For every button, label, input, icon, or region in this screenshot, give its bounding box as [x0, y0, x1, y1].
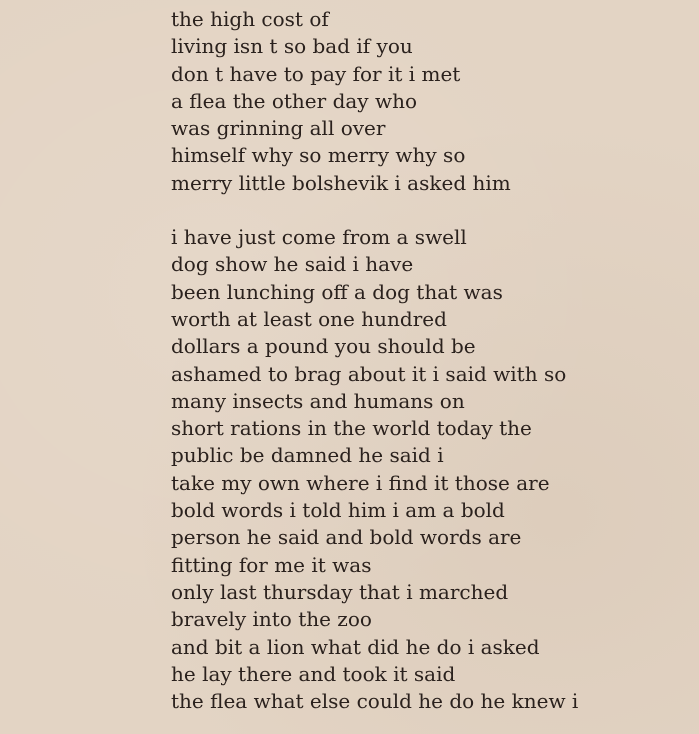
poem-line: don t have to pay for it i met	[171, 61, 461, 86]
stanza-1	[171, 6, 578, 197]
poem-line: dollars a pound you should be	[171, 334, 476, 359]
poem-line: the high cost of	[171, 7, 329, 31]
poem-line: public be damned he said i	[171, 443, 444, 468]
poem-line: only last thursday that i marched	[171, 579, 509, 604]
poem-line: take my own where i find it those are	[171, 470, 550, 495]
poem-line: i have just come from a swell	[171, 225, 467, 250]
poem-line: worth at least one hundred	[171, 306, 447, 331]
poem-line: himself why so merry why so	[171, 143, 466, 168]
poem-line: bravely into the zoo	[171, 607, 372, 632]
poem-line: many insects and humans on	[171, 388, 465, 413]
poem-line: ashamed to brag about it i said with so	[171, 361, 567, 386]
poem-line: the flea what else could he do he knew i	[171, 689, 579, 714]
poem-line: fitting for me it was	[171, 552, 372, 577]
poem-line: and bit a lion what did he do i asked	[171, 634, 540, 659]
poem-line: short rations in the world today the	[171, 416, 532, 441]
poem-line: a flea the other day who	[171, 88, 417, 113]
poem-line: living isn t so bad if you	[171, 34, 413, 59]
poem-text	[171, 6, 578, 715]
stanza-2	[171, 224, 578, 715]
poem-line: person he said and bold words are	[171, 525, 522, 550]
poem-line: he lay there and took it said	[171, 661, 456, 686]
poem-line: dog show he said i have	[171, 252, 414, 277]
poem-line: bold words i told him i am a bold	[171, 498, 505, 523]
poem-line: was grinning all over	[171, 116, 386, 141]
poem-line: been lunching off a dog that was	[171, 279, 503, 304]
poem-line: merry little bolshevik i asked him	[171, 170, 511, 195]
